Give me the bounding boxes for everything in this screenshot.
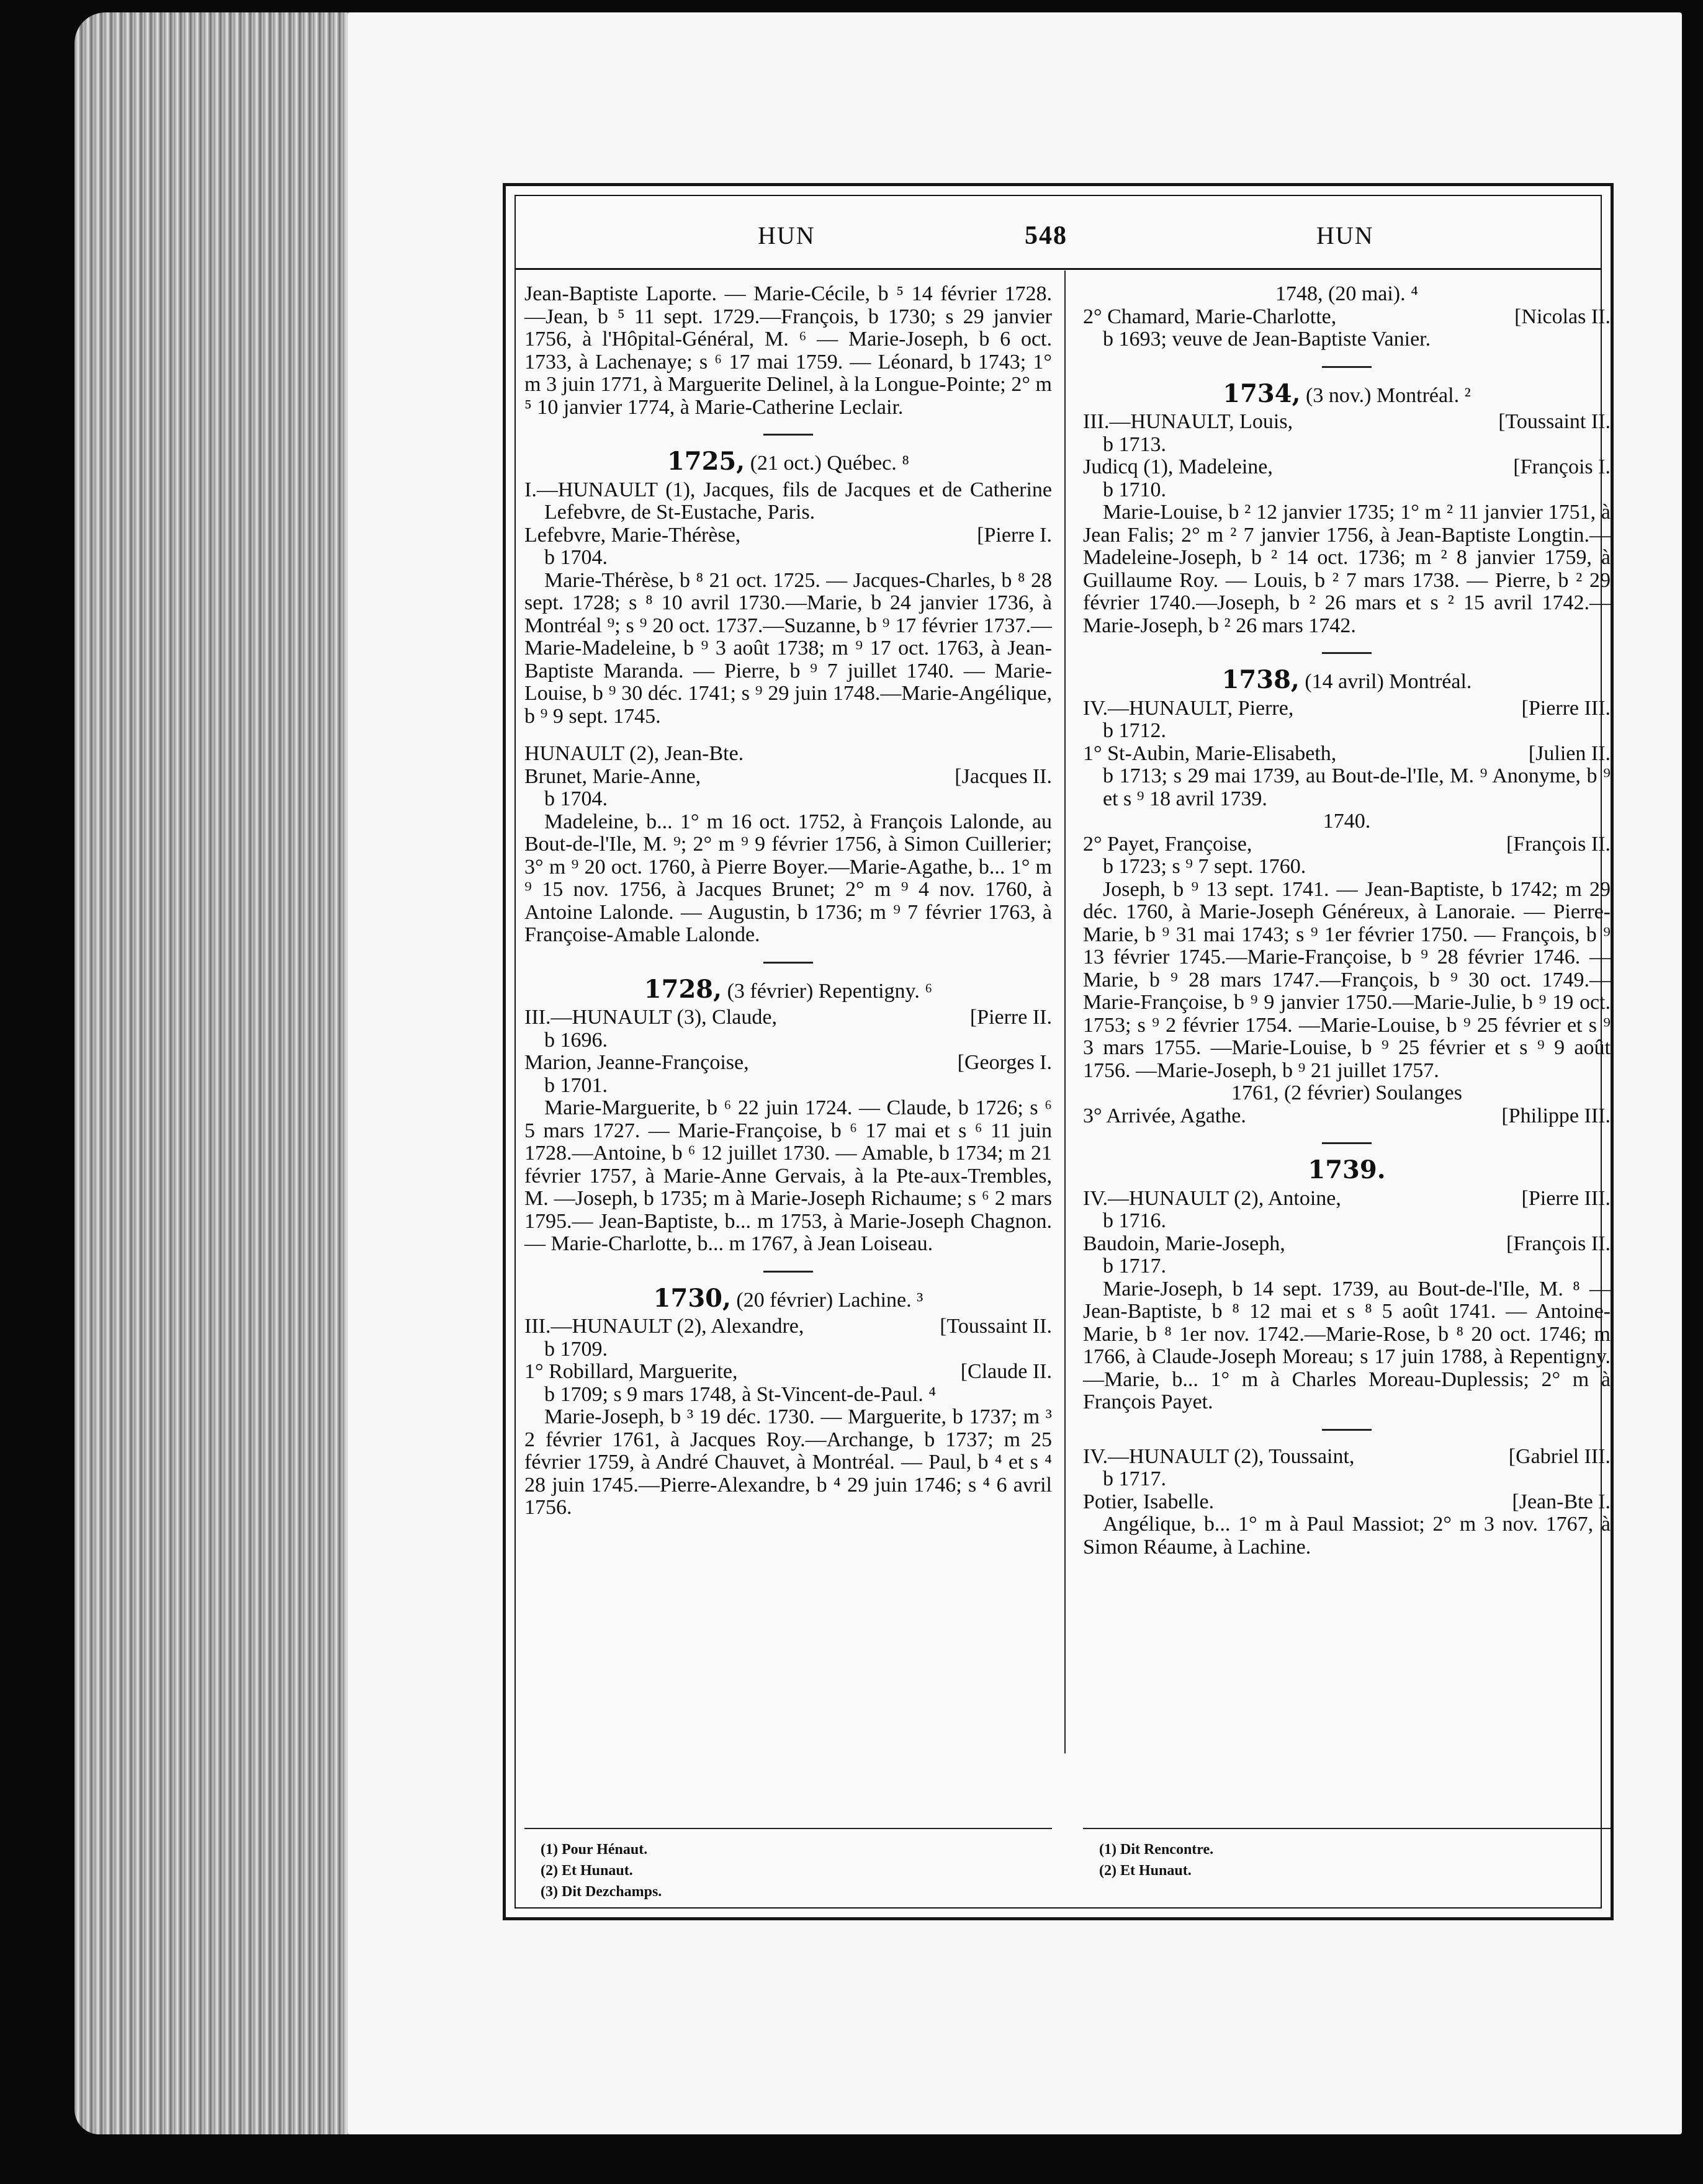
- entry-text: b 1704.: [544, 546, 608, 569]
- parent-reference: [Toussaint II.: [940, 1315, 1052, 1338]
- marriage-year: 1734,: [1223, 378, 1301, 408]
- spouse-line: [1083, 1105, 1611, 1128]
- parent-reference: [François II.: [1506, 832, 1611, 856]
- footnote: (2) Et Hunaut.: [541, 1863, 633, 1879]
- marriage-date-heading: [524, 1283, 1052, 1313]
- entry-gap: [524, 728, 1052, 743]
- right-column: [1083, 283, 1611, 1559]
- spouse-line: [1083, 306, 1611, 329]
- entry-text: b 1701.: [544, 1073, 608, 1097]
- footnote: (1) Pour Hénaut.: [541, 1842, 648, 1858]
- footnote-rule-left: [524, 1828, 1052, 1829]
- spouse-line: [1083, 411, 1611, 434]
- spouse-line: [1083, 1188, 1611, 1211]
- person-name: III.—HUNAULT (2), Alexandre,: [524, 1315, 804, 1338]
- entry-separator: [1322, 366, 1372, 368]
- marriage-date-heading: [524, 447, 1052, 476]
- spouse-line: [1083, 456, 1611, 479]
- children-paragraph: Madeleine, b... 1° m 16 oct. 1752, à François Lalonde, au Bout-de-l'Ile, M. ⁹; 2° m ⁹ 9 février 1756, à Simon Cuillerier; 3° m ⁹ 20 oct. 1760, à Pierre Boyer.—Marie-Agathe, b... 1° m ⁹ 15 nov. 1756, à Jacques Brunet; 2° m ⁹ 4 nov. 1760, à Antoine Lalonde. — Augustin, b 1736; m ⁹ 7 février 1763, à Françoise-Amable Lalonde.: [524, 810, 1052, 946]
- parent-reference: [Pierre III.: [1521, 696, 1611, 720]
- footnote: (3) Dit Dezchamps.: [541, 1884, 662, 1900]
- parent-reference: [Claude II.: [960, 1360, 1052, 1383]
- spouse-line: [1083, 743, 1611, 766]
- spouse-line: [1083, 833, 1611, 856]
- header-left: HUN: [758, 222, 816, 249]
- parent-reference: [François II.: [1506, 1232, 1611, 1255]
- page-frame: [503, 183, 1614, 1920]
- entry-text: b 1709; s 9 mars 1748, à St-Vincent-de-Paul. ⁴: [544, 1382, 937, 1406]
- marriage-date-heading: [1083, 665, 1611, 694]
- entry-text: b 1693; veuve de Jean-Baptiste Vanier.: [1103, 328, 1431, 351]
- spouse-line: [524, 1361, 1052, 1384]
- left-column: [524, 283, 1052, 1519]
- children-paragraph: Marie-Joseph, b ³ 19 déc. 1730. — Marguerite, b 1737; m ³ 2 février 1761, à Jacques Roy.—Archange, b 1737; m 25 février 1759, à André Chauvet, à Montréal. — Paul, b ⁴ et s ⁴ 28 juin 1745.—Pierre-Alexandre, b ⁴ 29 juin 1746; s ⁴ 6 avril 1756.: [524, 1405, 1052, 1519]
- book-page-edges: [74, 12, 385, 2134]
- person-name: Potier, Isabelle.: [1083, 1490, 1215, 1513]
- marriage-year: 1739.: [1308, 1155, 1386, 1184]
- entry-text: HUNAULT (2), Jean-Bte.: [524, 742, 744, 765]
- person-name: Lefebvre, Marie-Thérèse,: [524, 523, 741, 547]
- entry-text: b 1704.: [544, 787, 608, 810]
- footnotes-right: [1099, 1840, 1627, 1882]
- person-name: 2° Chamard, Marie-Charlotte,: [1083, 305, 1337, 328]
- entry-separator: [1322, 652, 1372, 654]
- marriage-place: (3 nov.) Montréal. ²: [1306, 383, 1471, 407]
- person-name: Marion, Jeanne-Françoise,: [524, 1051, 749, 1074]
- entry-text: b 1717.: [1103, 1255, 1166, 1278]
- footnote: (2) Et Hunaut.: [1099, 1863, 1192, 1879]
- marriage-place: (14 avril) Montréal.: [1305, 670, 1472, 693]
- parent-reference: [Pierre III.: [1521, 1186, 1611, 1210]
- parent-reference: [Philippe III.: [1501, 1104, 1611, 1127]
- entry-separator: [763, 1271, 813, 1273]
- person-name: Judicq (1), Madeleine,: [1083, 455, 1273, 478]
- footnotes-left: [541, 1840, 1068, 1904]
- marriage-place: (21 oct.) Québec. ⁸: [750, 452, 910, 475]
- marriage-year: 1730,: [653, 1283, 731, 1313]
- marriage-date-heading: [1083, 378, 1611, 408]
- person-name: IV.—HUNAULT (2), Antoine,: [1083, 1186, 1341, 1210]
- parent-reference: [Pierre I.: [977, 523, 1052, 547]
- entry-separator: [1322, 1429, 1372, 1431]
- entry-text: b 1723; s ⁹ 7 sept. 1760.: [1103, 855, 1306, 878]
- running-header: [516, 196, 1601, 270]
- spouse-line: [1083, 697, 1611, 720]
- entry-text: b 1710.: [1103, 478, 1166, 501]
- children-paragraph: Angélique, b... 1° m à Paul Massiot; 2° m 3 nov. 1767, à Simon Réaume, à Lachine.: [1083, 1513, 1611, 1559]
- spouse-line: [1083, 1491, 1611, 1514]
- entry-text: I.—HUNAULT (1), Jacques, fils de Jacques et de Catherine Lefebvre, de St-Eustache, Paris.: [524, 478, 1052, 524]
- person-name: 3° Arrivée, Agathe.: [1083, 1104, 1246, 1127]
- entry-text: 1748, (20 mai). ⁴: [1275, 282, 1418, 305]
- person-name: III.—HUNAULT (3), Claude,: [524, 1006, 777, 1029]
- person-name: III.—HUNAULT, Louis,: [1083, 410, 1293, 433]
- entry-text: b 1712.: [1103, 719, 1166, 742]
- footnote-rule-right: [1083, 1828, 1611, 1829]
- marriage-date-heading: [524, 974, 1052, 1004]
- parent-reference: [Jean-Bte I.: [1512, 1490, 1611, 1513]
- spouse-line: [1083, 1446, 1611, 1469]
- entry-text: b 1696.: [544, 1028, 608, 1052]
- parent-reference: [François I.: [1513, 455, 1611, 478]
- person-name: 2° Payet, Françoise,: [1083, 832, 1252, 856]
- person-name: IV.—HUNAULT (2), Toussaint,: [1083, 1444, 1355, 1468]
- entry-separator: [763, 434, 813, 436]
- parent-reference: [Toussaint II.: [1498, 410, 1611, 433]
- entry-text: 1761, (2 février) Soulanges: [1231, 1081, 1462, 1104]
- children-paragraph: Joseph, b ⁹ 13 sept. 1741. — Jean-Baptiste, b 1742; m 29 déc. 1760, à Marie-Joseph Généreux, à Lanoraie. — Pierre-Marie, b ⁹ 31 mai 1743; s ⁹ 1er février 1750. — François, b ⁹ 13 février 1745.—Marie-Françoise, b ⁹ 28 février 1746. —Marie, b ⁹ 28 mars 1747.—François, b ⁹ 30 oct. 1749.—Marie-Françoise, b ⁹ 9 janvier 1750.—Marie-Julie, b ⁹ 19 oct. 1753; s ⁹ 2 février 1754. —Marie-Louise, b ⁹ 25 février et s ⁹ 3 mars 1755. —Marie-Louise, b ⁹ 25 février et s ⁹ 9 août 1756. —Marie-Joseph, b ⁹ 21 juillet 1757.: [1083, 877, 1611, 1082]
- spouse-line: [524, 1315, 1052, 1338]
- children-paragraph: Marie-Louise, b ² 12 janvier 1735; 1° m ² 11 janvier 1751, à Jean Falis; 2° m ² 7 janvier 1756, à Jean-Baptiste Longtin.—Madeleine-Joseph, b ² 14 oct. 1736; m ² 8 janvier 1759, à Guillaume Roy. — Louis, b ² 7 mars 1738. — Pierre, b ² 29 février 1740.—Joseph, b ² 26 mars et s ² 15 avril 1742.—Marie-Joseph, b ² 26 mars 1742.: [1083, 501, 1611, 637]
- parent-reference: [Georges I.: [957, 1051, 1052, 1074]
- parent-reference: [Julien II.: [1528, 741, 1611, 765]
- entry-separator: [1322, 1142, 1372, 1144]
- spouse-line: [524, 1052, 1052, 1075]
- person-name: Baudoin, Marie-Joseph,: [1083, 1232, 1285, 1255]
- entry-text: b 1716.: [1103, 1209, 1166, 1232]
- spouse-line: [524, 524, 1052, 547]
- entry-text: b 1717.: [1103, 1467, 1166, 1490]
- entry-separator: [763, 962, 813, 964]
- marriage-year: 1728,: [644, 974, 722, 1004]
- column-divider: [1064, 271, 1066, 1753]
- parent-reference: [Nicolas II.: [1514, 305, 1611, 328]
- header-right: HUN: [1316, 222, 1374, 249]
- entry-text: 1740.: [1323, 810, 1371, 833]
- person-name: Brunet, Marie-Anne,: [524, 764, 701, 788]
- spouse-line: [524, 766, 1052, 789]
- person-name: IV.—HUNAULT, Pierre,: [1083, 696, 1294, 720]
- page-number: 548: [1025, 222, 1067, 250]
- entry-text: b 1709.: [544, 1337, 608, 1361]
- children-paragraph: Marie-Joseph, b 14 sept. 1739, au Bout-de-l'Ile, M. ⁸ — Jean-Baptiste, b ⁸ 12 mai et s ⁸ 5 août 1741. — Antoine-Marie, b ⁸ 1er nov. 1742.—Marie-Rose, b ⁸ 20 oct. 1746; m 1766, à Claude-Joseph Moreau; s 17 juin 1788, à Repentigny.—Marie, b... 1° m à Charles Moreau-Duplessis; 2° m à François Payet.: [1083, 1277, 1611, 1413]
- children-paragraph: Marie-Thérèse, b ⁸ 21 oct. 1725. — Jacques-Charles, b ⁸ 28 sept. 1728; s ⁸ 10 avril 1730.—Marie, b 24 janvier 1736, à Montréal ⁹; s ⁹ 20 oct. 1737.—Suzanne, b ⁹ 17 février 1737.—Marie-Madeleine, b ⁹ 3 août 1738; m ⁹ 17 oct. 1763, à Jean-Baptiste Maranda. — Pierre, b ⁹ 7 juillet 1740. — Marie-Louise, b ⁹ 30 déc. 1741; s ⁹ 29 juin 1748.—Marie-Angélique, b ⁹ 9 sept. 1745.: [524, 568, 1052, 728]
- person-name: 1° St-Aubin, Marie-Elisabeth,: [1083, 741, 1337, 765]
- marriage-place: (20 février) Lachine. ³: [736, 1288, 923, 1312]
- person-name: 1° Robillard, Marguerite,: [524, 1360, 738, 1383]
- children-paragraph: Marie-Marguerite, b ⁶ 22 juin 1724. — Claude, b 1726; s ⁶ 5 mars 1727. — Marie-Françoise, b ⁶ 17 mai et s ⁶ 11 juin 1728.—Antoine, b ⁶ 12 juillet 1730. — Amable, b 1734; m 21 février 1757, à Marie-Anne Gervais, à la Pte-aux-Trembles, M. —Joseph, b 1735; m à Marie-Joseph Richaume; s ⁶ 2 mars 1795.— Jean-Baptiste, b... m 1753, à Marie-Joseph Chagnon. — Marie-Charlotte, b... m 1767, à Jean Loiseau.: [524, 1096, 1052, 1255]
- parent-reference: [Jacques II.: [955, 764, 1052, 788]
- marriage-year: 1725,: [667, 447, 745, 476]
- entry-text: b 1713; s 29 mai 1739, au Bout-de-l'Ile, M. ⁹ Anonyme, b ⁹ et s ⁹ 18 avril 1739.: [1103, 764, 1611, 810]
- spouse-line: [524, 1006, 1052, 1029]
- entry-text: Jean-Baptiste Laporte. — Marie-Cécile, b ⁵ 14 février 1728.—Jean, b ⁵ 11 sept. 1729.—François, b 1730; s 29 janvier 1756, à l'Hôpital-Général, M. ⁶ — Marie-Joseph, b 6 oct. 1733, à Lachenaye; s ⁶ 17 mai 1759. — Léonard, b 1743; 1° m 3 juin 1771, à Marguerite Delinel, à la Longue-Pointe; 2° m ⁵ 10 janvier 1774, à Marie-Catherine Leclair.: [524, 282, 1052, 419]
- page-inner-border: [514, 195, 1611, 1909]
- footnote: (1) Dit Rencontre.: [1099, 1842, 1214, 1858]
- entry-text: b 1713.: [1103, 432, 1166, 456]
- marriage-place: (3 février) Repentigny. ⁶: [727, 979, 933, 1003]
- spouse-line: [1083, 1233, 1611, 1256]
- marriage-year: 1738,: [1221, 665, 1300, 694]
- parent-reference: [Pierre II.: [969, 1006, 1052, 1029]
- marriage-date-heading: [1083, 1155, 1611, 1184]
- parent-reference: [Gabriel III.: [1508, 1444, 1611, 1468]
